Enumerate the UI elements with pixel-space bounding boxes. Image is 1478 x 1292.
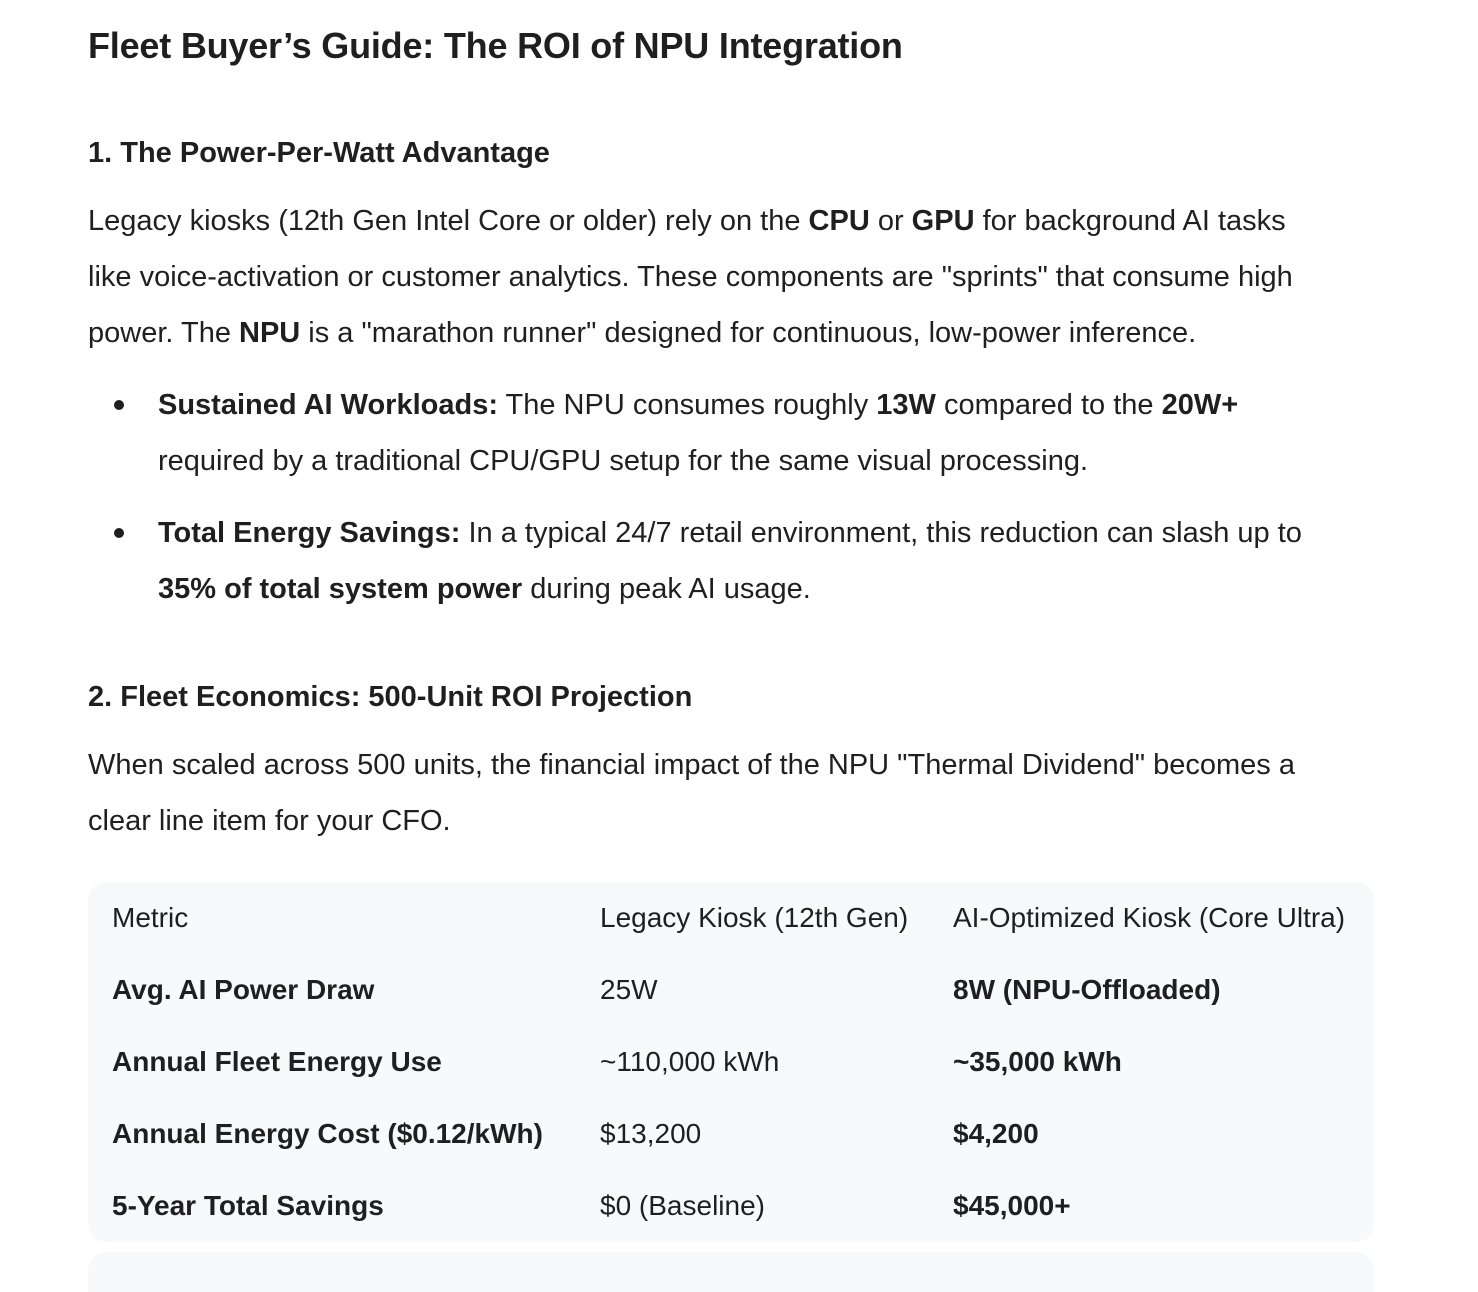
text: is a "marathon runner" designed for continuous, low-power inference. xyxy=(300,317,1197,349)
table-cell: 25W xyxy=(600,974,658,1005)
fleet-paragraph xyxy=(88,737,1468,849)
bullet-label: Total Energy Savings: xyxy=(158,517,461,549)
table-row xyxy=(112,1170,1373,1242)
bold-text: GPU xyxy=(911,205,975,237)
table-cell: $45,000+ xyxy=(953,1190,1071,1221)
table-cell-metric: Annual Energy Cost ($0.12/kWh) xyxy=(112,1118,543,1149)
bullet-icon xyxy=(114,400,124,410)
table-cell-metric: Annual Fleet Energy Use xyxy=(112,1046,442,1077)
roi-table xyxy=(112,882,1373,1242)
text: compared to the xyxy=(935,389,1162,421)
table-row xyxy=(112,1098,1373,1170)
table-cell-metric: 5-Year Total Savings xyxy=(112,1190,384,1221)
bullet-line xyxy=(158,505,1468,561)
bullet-icon xyxy=(114,528,124,538)
bold-text: 13W xyxy=(876,389,936,421)
text: Legacy kiosks (12th Gen Intel Core or older) rely on the xyxy=(88,205,809,237)
text: for background AI tasks xyxy=(974,205,1286,237)
bold-text: NPU xyxy=(239,317,301,349)
paragraph-line: clear line item for your CFO. xyxy=(88,805,451,837)
table-header-row xyxy=(112,882,1373,954)
text: power. The xyxy=(88,317,240,349)
column-header: Legacy Kiosk (12th Gen) xyxy=(600,902,909,933)
bold-text: CPU xyxy=(808,205,870,237)
table-cell: ~35,000 kWh xyxy=(953,1046,1122,1077)
table-cell: $0 (Baseline) xyxy=(600,1190,765,1221)
bullet-line xyxy=(158,377,1468,433)
list-item xyxy=(88,377,1468,489)
list-item xyxy=(88,505,1468,617)
text: or xyxy=(869,205,912,237)
bullet-list xyxy=(88,377,1468,633)
text: during peak AI usage. xyxy=(522,573,811,605)
bold-text: 35% of total system power xyxy=(158,573,523,605)
table-cell: 8W (NPU-Offloaded) xyxy=(953,974,1221,1005)
paragraph-line: like voice-activation or customer analytics. These components are "sprints" that consume high xyxy=(88,261,1293,293)
table-row xyxy=(112,954,1373,1026)
section-heading-power-per-watt: 1. The Power-Per-Watt Advantage xyxy=(88,137,550,169)
paragraph-line xyxy=(88,305,1468,361)
page-title: Fleet Buyer’s Guide: The ROI of NPU Integration xyxy=(88,25,903,66)
table-cell-metric: Avg. AI Power Draw xyxy=(112,974,375,1005)
next-block-container xyxy=(88,1252,1374,1292)
intro-paragraph xyxy=(88,193,1468,361)
bullet-line: required by a traditional CPU/GPU setup for the same visual processing. xyxy=(158,445,1089,477)
column-header: Metric xyxy=(112,902,189,933)
table-row xyxy=(112,1026,1373,1098)
table-cell: $13,200 xyxy=(600,1118,702,1149)
table-cell: ~110,000 kWh xyxy=(600,1046,780,1077)
section-heading-fleet-economics: 2. Fleet Economics: 500-Unit ROI Projection xyxy=(88,681,693,713)
text: In a typical 24/7 retail environment, this reduction can slash up to xyxy=(460,517,1302,549)
text: The NPU consumes roughly xyxy=(498,389,877,421)
table-cell: $4,200 xyxy=(953,1118,1039,1149)
column-header: AI-Optimized Kiosk (Core Ultra) xyxy=(953,902,1346,933)
bold-text: 20W+ xyxy=(1161,389,1239,421)
roi-table-container xyxy=(88,882,1374,1242)
paragraph-line xyxy=(88,193,1468,249)
paragraph-line: When scaled across 500 units, the financial impact of the NPU "Thermal Dividend" becomes a xyxy=(88,749,1295,781)
bullet-line xyxy=(158,561,1468,617)
bullet-label: Sustained AI Workloads: xyxy=(158,389,498,421)
